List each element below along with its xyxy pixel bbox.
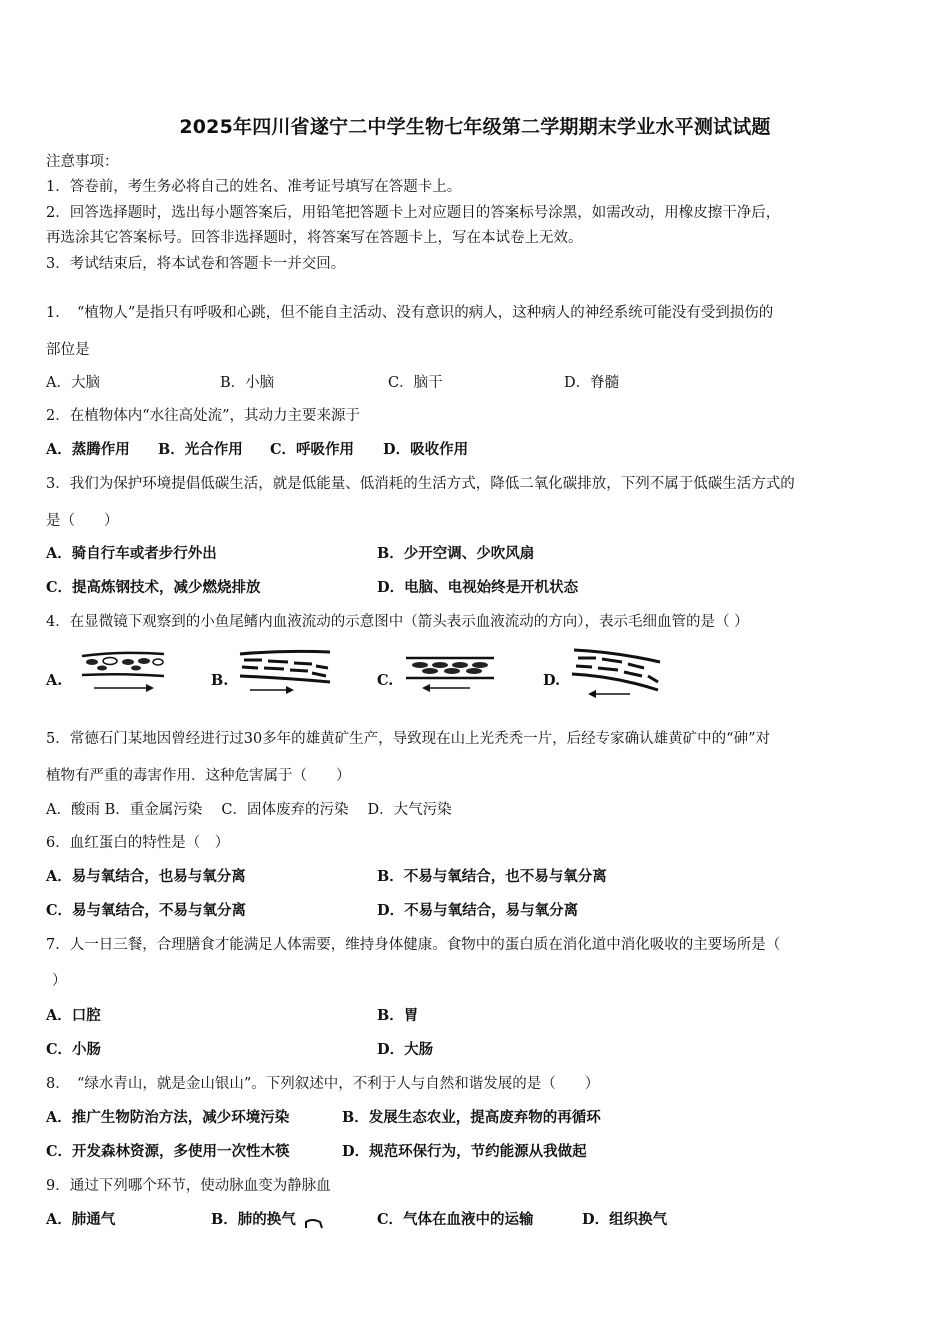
q1-option-a: A．大脑 [46,375,100,391]
notice-heading: 注意事项： [46,154,119,170]
q8-option-a: A．推广生物防治方法，减少环境污染 [46,1109,290,1126]
q4-option-b: B. [211,672,229,689]
q8-option-d: D．规范环保行为，节约能源从我做起 [342,1143,587,1160]
q1-option-c: C．脑干 [388,375,443,391]
q2-option-d: D．吸收作用 [383,441,469,458]
q4-diagram-c [404,650,496,696]
q6-option-a: A．易与氧结合，也易与氧分离 [46,868,246,885]
q7-option-b: B．胃 [377,1007,419,1024]
q6-option-d: D．不易与氧结合，易与氧分离 [377,902,579,919]
q9-option-c: C．气体在血液中的运输 [377,1211,534,1228]
q8-option-c: C．开发森林资源，多使用一次性木筷 [46,1143,290,1160]
notice-item: 1．答卷前，考生务必将自己的姓名、准考证号填写在答题卡上。 [46,179,462,195]
q1-option-b: B．小脑 [220,375,275,391]
q9-option-a: A．肺通气 [46,1211,116,1228]
q4-option-d: D. [543,672,561,689]
q4-option-c: C. [377,672,394,689]
q3-option-d: D．电脑、电视始终是开机状态 [377,579,579,596]
q2-option-a: A．蒸腾作用 [46,441,130,458]
q2-option-c: C．呼吸作用 [270,441,355,458]
notice-item: 再选涂其它答案标号。回答非选择题时，将答案写在答题卡上，写在本试卷上无效。 [46,230,583,246]
question-3-text-cont: 是（ ） [46,513,119,529]
q1-option-d: D．脊髓 [564,375,620,391]
question-1-text: 1． “植物人”是指只有呼吸和心跳，但不能自主活动、没有意识的病人，这种病人的神经系统可能没有受到损伤的 [46,305,774,321]
question-2-text: 2．在植物体内“水往高处流”，其动力主要来源于 [46,408,361,424]
question-3-text: 3．我们为保护环境提倡低碳生活，就是低能量、低消耗的生活方式，降低二氧化碳排放，下列不属于低碳生活方式的 [46,476,795,492]
q3-option-b: B．少开空调、少吹风扇 [377,545,535,562]
page-title: 2025年四川省遂宁二中学生物七年级第二学期期末学业水平测试试题 [179,116,771,138]
q8-option-b: B．发展生态农业，提高废弃物的再循环 [342,1109,601,1126]
question-1-text-cont: 部位是 [46,342,90,358]
q6-option-c: C．易与氧结合，不易与氧分离 [46,902,247,919]
question-5-text-cont: 植物有严重的毒害作用．这种危害属于（ ） [46,768,351,784]
q9-option-b: B．肺的换气 [211,1211,296,1228]
q5-options: A．酸雨 B．重金属污染 C．固体废弃的污染 D．大气污染 [46,802,452,818]
q7-option-a: A．口腔 [46,1007,101,1024]
question-7-text: 7．人一日三餐，合理膳食才能满足人体需要，维持身体健康。食物中的蛋白质在消化道中消化吸收的主要场所是（ [46,937,781,953]
q4-diagram-a [80,648,166,700]
q6-option-b: B．不易与氧结合，也不易与氧分离 [377,868,607,885]
q4-diagram-b [238,648,332,700]
ink-mark [304,1218,324,1230]
q4-diagram-d [570,646,664,702]
notice-item: 2．回答选择题时，选出每小题答案后，用铅笔把答题卡上对应题目的答案标号涂黑，如需改动，用橡皮擦干净后， [46,205,781,221]
question-5-text: 5．常德石门某地因曾经进行过30多年的雄黄矿生产，导致现在山上光秃秃一片，后经专家确认雄黄矿中的“砷”对 [46,731,770,747]
q2-option-b: B．光合作用 [158,441,243,458]
q4-option-a: A. [46,672,63,689]
q7-option-d: D．大肠 [377,1041,434,1058]
notice-item: 3．考试结束后，将本试卷和答题卡一并交回。 [46,256,346,272]
q3-option-c: C．提高炼钢技术，减少燃烧排放 [46,579,261,596]
q9-option-d: D．组织换气 [582,1211,668,1228]
question-9-text: 9．通过下列哪个环节，使动脉血变为静脉血 [46,1178,331,1194]
question-7-text-cont: ） [52,973,67,989]
q7-option-c: C．小肠 [46,1041,102,1058]
question-8-text: 8． “绿水青山，就是金山银山”。下列叙述中，不利于人与自然和谐发展的是（ ） [46,1076,600,1092]
q3-option-a: A．骑自行车或者步行外出 [46,545,217,562]
question-6-text: 6．血红蛋白的特性是（ ） [46,835,230,851]
question-4-text: 4．在显微镜下观察到的小鱼尾鳍内血液流动的示意图中（箭头表示血液流动的方向），表示毛细血管的是（ ） [46,614,749,630]
